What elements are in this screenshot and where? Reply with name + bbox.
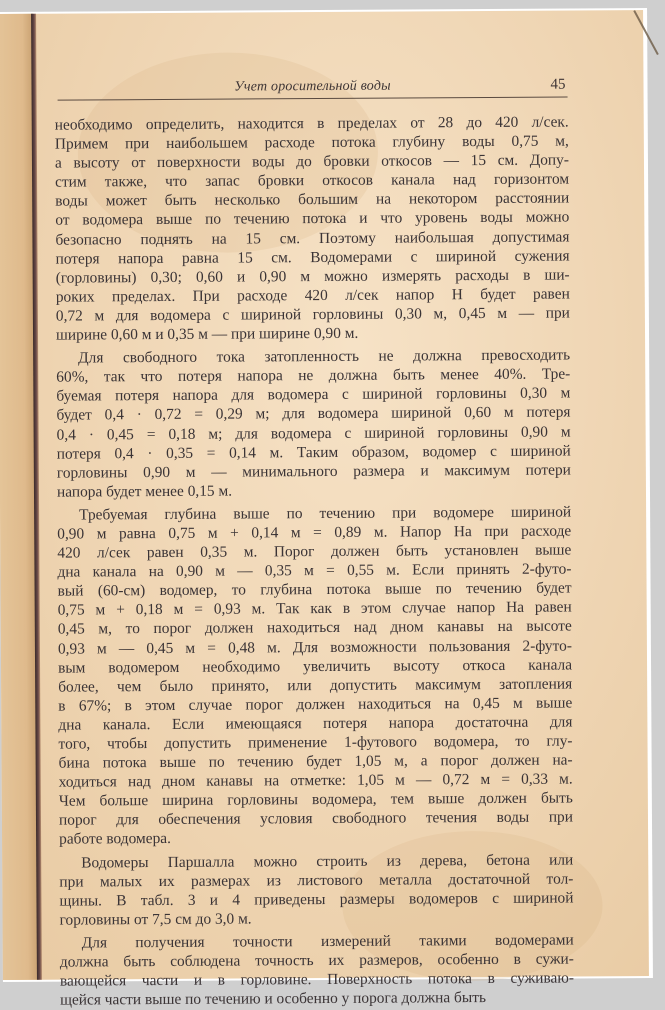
- running-title: Учет оросительной воды: [234, 78, 391, 95]
- paragraph: [59, 850, 573, 930]
- text-line: Для получения точности измерений такими водомерами: [81, 931, 574, 952]
- text-line: стим также, что запас бровки откосов канала над горизонтом: [55, 170, 570, 191]
- text-line: горловины от 7,5 см до 3,0 м.: [59, 910, 252, 929]
- text-line: потеря напора равна 15 см. Водомерами с шириной сужения: [55, 247, 570, 268]
- text-line: Требуемая глубина выше по течению при водомере шириной: [79, 503, 572, 524]
- paragraph: [60, 930, 574, 1010]
- text-line: Для свободного тока затопленность не должна превосходить: [78, 346, 571, 367]
- text-line: при малых их размерах из листового металла достаточной тол-: [59, 870, 574, 891]
- text-line: 0,90 м равна 0,75 м + 0,14 м = 0,89 м. Напор Hа при расходе: [57, 522, 572, 543]
- text-line: работе водомера.: [59, 830, 172, 849]
- text-line: вым водомером необходимо увеличить высоту откоса канала: [57, 656, 573, 677]
- page-number: 45: [550, 76, 566, 93]
- text-line: Водомеры Паршалла можно строить из дерева, бетона или: [81, 851, 574, 872]
- text-line: в 67%; в этом случае порог должен находиться на 0,45 м выше: [58, 694, 573, 715]
- page-header: [57, 75, 567, 101]
- body-text: [55, 113, 574, 1010]
- text-line: того, чтобы допустить применение 1-футового водомера, то глу-: [58, 732, 573, 753]
- paragraph: [55, 113, 570, 345]
- text-line: ходиться над дном канавы на отметке: 1,05 м — 0,72 м = 0,33 м.: [58, 770, 573, 791]
- text-line: напора будет менее 0,15 м.: [56, 482, 233, 501]
- text-line: порог для обеспечения условия свободного течения воды при: [58, 808, 574, 830]
- text-line: 0,72 м для водомера с шириной горловины 0,30 м, 0,45 м — при: [55, 304, 570, 325]
- text-line: 0,75 м + 0,18 м = 0,93 м. Так как в этом случае напор Hа равен: [57, 598, 572, 619]
- text-line: щины. В табл. 3 и 4 приведены размеры водомеров с шириной: [59, 889, 574, 910]
- text-line: Чем больше ширина горловины водомера, тем выше должен быть: [58, 789, 573, 810]
- text-line: должна быть соблюдена точность их размеров, особенно в сужи-: [59, 950, 574, 971]
- text-line: роких пределах. При расходе 420 л/сек напор H будет равен: [55, 285, 570, 306]
- paragraph: [57, 502, 573, 849]
- text-line: 420 л/сек равен 0,35 м. Порог должен быть установлен выше: [57, 541, 572, 562]
- text-line: вающейся части и в горловине. Поверхность потока в суживаю-: [59, 969, 575, 990]
- text-line: щейся части выше по течению и особенно у порога должна быть: [60, 989, 486, 1009]
- paragraph: [56, 346, 571, 502]
- text-line: 0,4 · 0,45 = 0,18 м; для водомера с шириной горловины 0,90 м: [56, 422, 571, 444]
- text-line: 0,45 м, то порог должен находиться над дном канавы на высоте: [57, 617, 572, 639]
- text-line: потеря 0,4 · 0,35 = 0,14 м. Таким образом, водомер с шириной: [56, 442, 571, 463]
- text-line: дна канала на 0,90 м — 0,35 м = 0,55 м. Если принять 2-футо-: [57, 560, 572, 581]
- text-line: дна канала. Если имеющаяся потеря напора достаточна для: [58, 713, 573, 734]
- text-line: необходимо определить, находится в пределах от 28 до 420 л/сек.: [54, 113, 569, 134]
- text-line: буемая потеря напора для водомера с шириной горловины 0,30 м: [56, 384, 571, 405]
- text-line: бина потока выше по течению будет 1,05 м, а порог должен на-: [58, 751, 573, 772]
- text-line: ширине 0,60 м и 0,35 м — при ширине 0,90 м.: [55, 324, 359, 344]
- page-corner-fold: [633, 10, 659, 55]
- text-line: от водомера выше по течению потока и что уровень воды можно: [55, 208, 570, 230]
- text-line: а высоту от поверхности воды до бровки откосов — 15 см. Допу-: [54, 151, 570, 172]
- text-line: вый (60-см) водомер, то глубина потока выше по течению будет: [57, 579, 572, 600]
- text-line: горловины 0,90 м — минимального размера и максимум потери: [56, 461, 571, 482]
- book-page: [0, 10, 649, 1009]
- text-line: будет 0,4 · 0,72 = 0,29 м; для водомера шириной 0,60 м потеря: [56, 403, 571, 425]
- text-line: более, чем было принято, или допустить максимум затопления: [58, 675, 573, 696]
- text-line: 0,93 м — 0,45 м = 0,48 м. Для возможности пользования 2-футо-: [57, 637, 572, 658]
- text-line: Примем при наибольшем расходе потока глубину воды 0,75 м,: [54, 132, 569, 153]
- text-line: (горловины) 0,30; 0,60 и 0,90 м можно измерять расходы в ши-: [55, 266, 570, 287]
- text-line: воды может быть несколько большим на некотором расстоянии: [55, 189, 570, 211]
- scan-frame: [0, 8, 653, 1009]
- text-line: 60%, так что потеря напора не должна быть менее 40%. Тре-: [56, 365, 571, 386]
- text-line: безопасно поднять на 15 см. Поэтому наибольшая допустимая: [55, 228, 570, 249]
